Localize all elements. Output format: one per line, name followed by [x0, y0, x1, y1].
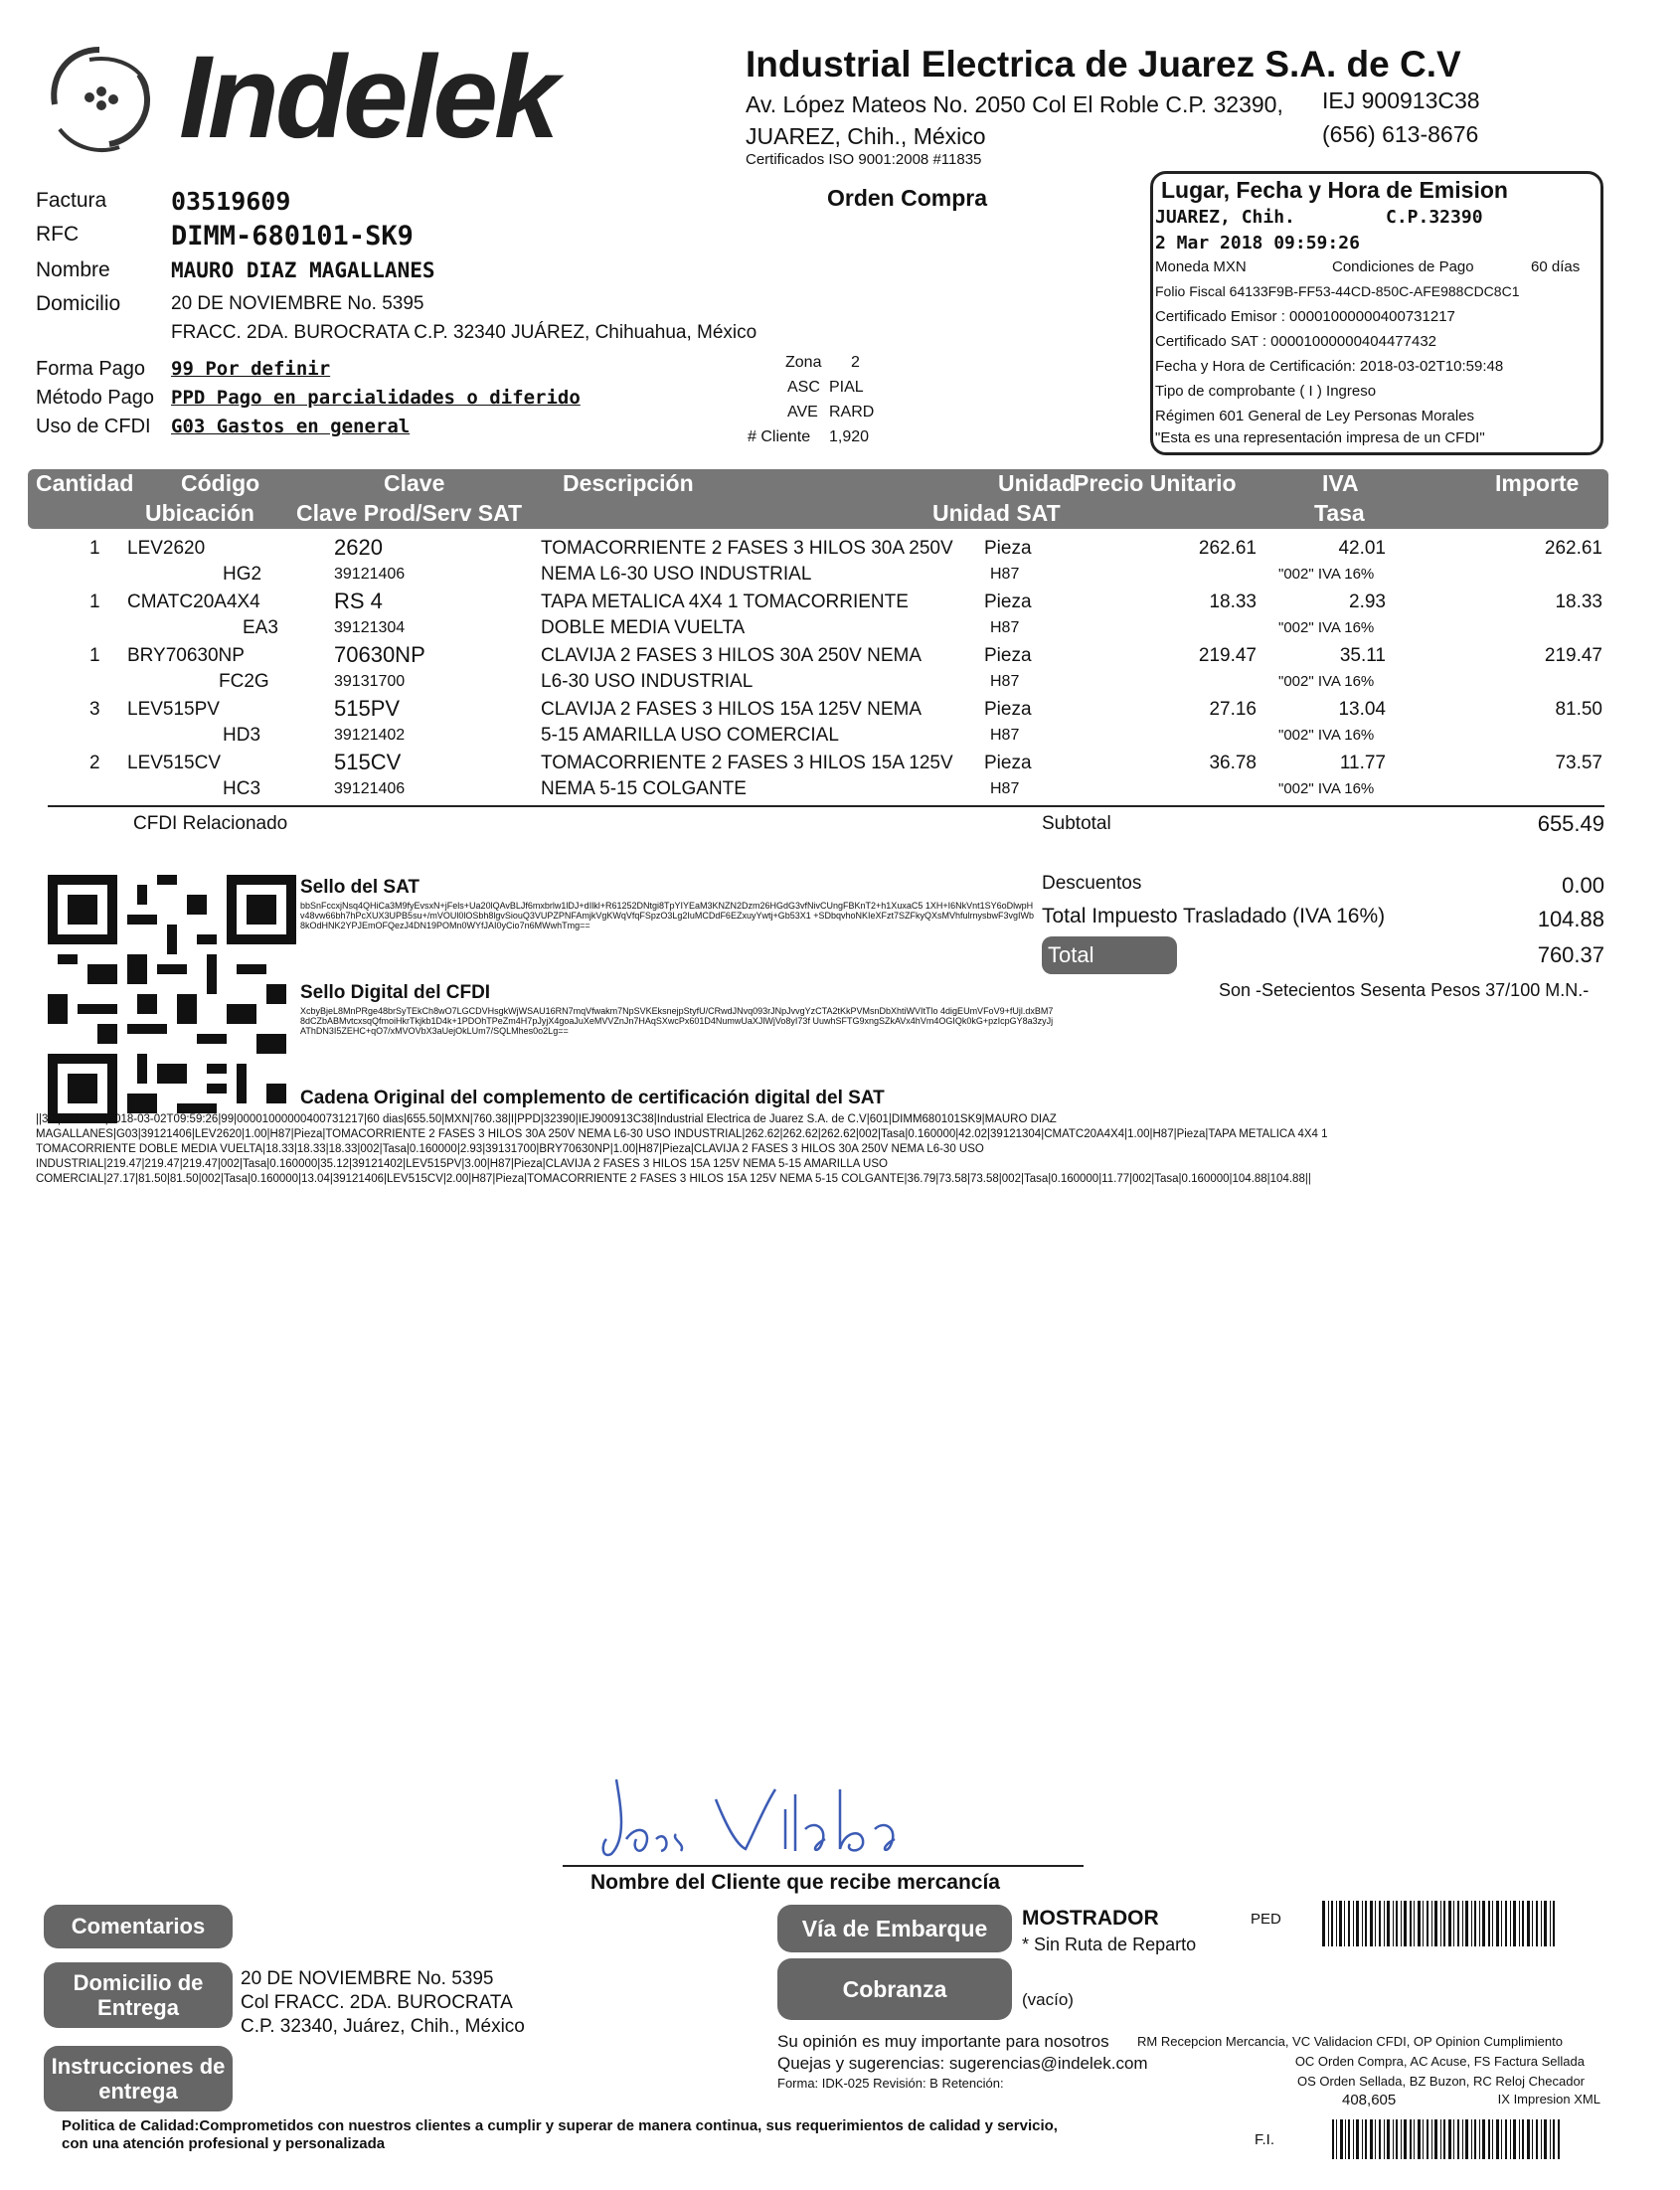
table-row [0, 644, 1680, 698]
row-importe: 219.47 [1544, 645, 1602, 666]
row-tasa: "002" IVA 16% [1278, 727, 1375, 744]
subtotal-value: 655.49 [1537, 811, 1604, 836]
table-row [0, 537, 1680, 590]
row-clave: 515PV [334, 696, 401, 721]
row-desc-1: CLAVIJA 2 FASES 3 HILOS 15A 125V NEMA [541, 699, 923, 720]
legend-line-3: OS Orden Sellada, BZ Buzon, RC Reloj Checador [1296, 2074, 1585, 2089]
entrega-line-1: 20 DE NOVIEMBRE No. 5395 [241, 1968, 494, 1989]
row-desc-2: NEMA L6-30 USO INDUSTRIAL [541, 564, 812, 585]
fi-label: F.I. [1255, 2131, 1275, 2148]
emision-regimen: Régimen 601 General de Ley Personas Morales [1155, 408, 1475, 424]
row-iva: 11.77 [1339, 753, 1386, 773]
row-code: LEV2620 [127, 538, 206, 559]
row-clave-sat: 39121402 [334, 727, 406, 744]
cliente-value: 1,920 [829, 428, 870, 445]
rfc-value: DIMM-680101-SK9 [171, 221, 414, 252]
emision-cp: C.P.32390 [1386, 207, 1483, 228]
row-tasa: "002" IVA 16% [1278, 619, 1375, 636]
signature-label: Nombre del Cliente que recibe mercancía [590, 1871, 1000, 1894]
cadena-line-3: TOMACORRIENTE DOBLE MEDIA VUELTA|18.33|18.33|18.33|002|Tasa|0.160000|2.93|39131700|BRY70630NP|1.00|H87|Pieza|CLAVIJA 2 FASES 3 HILOS 30A 250V NEMA L6-30 USO [36, 1143, 984, 1155]
row-code: BRY70630NP [127, 645, 245, 666]
row-tasa: "002" IVA 16% [1278, 566, 1375, 583]
row-desc-2: L6-30 USO INDUSTRIAL [541, 671, 754, 692]
ped-label: PED [1251, 1911, 1281, 1928]
emision-title: Lugar, Fecha y Hora de Emision [1161, 177, 1508, 203]
cobranza-value: (vacío) [1022, 1990, 1074, 2009]
emision-moneda: Moneda MXN [1155, 258, 1247, 275]
metodo-pago-label: Método Pago [36, 387, 154, 409]
company-cert: Certificados ISO 9001:2008 #11835 [746, 151, 982, 168]
asc-label: ASC [787, 379, 820, 396]
row-price: 36.78 [1209, 753, 1257, 773]
row-desc-2: NEMA 5-15 COLGANTE [541, 778, 747, 799]
sello-cfdi-text: XcbyBjeL8MnPRge48brSyTEkCh8wO7LGCDVHsgkWjWSAU16RN7mqVfwakm7NpSVKEksnejpStyfU/CRwdJNvq093rJNpJvvgYzCTA2tKkPVMsnDbXhtiWVItTlo 4digEUmVFoV9+fUjl.dxBM78dCZbABMvtcxsqQfmoiHkrTkjkb1D4k+1PDOhTPeZm4H7pJyjX4goaJuXeMVVZnJn7HAqSXwcPx601D4NumwUaXJlWjVo8yI73f UuwhSFTG9xngSZkAVx4hVm4OGIQk0kG+pzIcpGY8a3zyJjAThDN3I5ZEHC+qO7/xMVOVbX3aUejOkLUm7/SQLMhes0o2Lg== [300, 1006, 1054, 1036]
legend-line-1: RM Recepcion Mercancia, VC Validacion CFDI, OP Opinion Cumplimiento [1137, 2034, 1563, 2049]
uso-cfdi-value: G03 Gastos en general [171, 416, 411, 437]
row-unit: Pieza [984, 538, 1032, 559]
row-code: LEV515PV [127, 699, 220, 720]
subtotal-label: Subtotal [1042, 813, 1111, 834]
header-unidad: Unidad [998, 470, 1076, 496]
row-desc-1: CLAVIJA 2 FASES 3 HILOS 30A 250V NEMA [541, 645, 923, 666]
emision-folio: Folio Fiscal 64133F9B-FF53-44CD-850C-AFE988CDC8C1 [1155, 283, 1520, 299]
table-bottom-rule [48, 805, 1604, 807]
asc-value: PIAL [829, 379, 864, 396]
entrega-line-2: Col FRACC. 2DA. BUROCRATA [241, 1992, 513, 2013]
row-unit-sat: H87 [990, 673, 1020, 690]
cadena-title: Cadena Original del complemento de certificación digital del SAT [300, 1088, 885, 1108]
row-clave-sat: 39131700 [334, 673, 406, 690]
header-tasa: Tasa [1314, 500, 1365, 526]
logo [30, 30, 646, 179]
row-desc-1: TOMACORRIENTE 2 FASES 3 HILOS 15A 125V [541, 753, 953, 773]
row-price: 18.33 [1209, 591, 1257, 612]
mostrador-value: MOSTRADOR [1022, 1907, 1159, 1930]
row-importe: 18.33 [1555, 591, 1602, 612]
sello-sat-text: bbSnFccxjNsq4QHiCa3M9fyEvsxN+jFels+Ua20lQAvBLJf6mxbrlw1lDJ+dIlkl+R61252DNtgi8TpYIYEaM3KNZN2Dzm26HGdG3vfNivCUngFBKnT2+h1XuxaC5 1XH+I6NkVnt1SY6oDlwpHv48vw66bh7hPcXUX3UPB5su+/mVOUl0lOSbh8lgvSiouQ3VUPZPNFAmjkVgKWqVfqFSpzO3Lg2IuMCDdF6EZxuyYwtj+Gb53X1 +SDbqvhoNKIeXFzt7SZFkyQXsMVhfulrnysbwF3vgIWb8kOdHNK2YPJEmOFQezJ4DN19POMn0WYfJAI0yCio7n6MWwhTmg== [300, 901, 1035, 930]
row-importe: 73.57 [1555, 753, 1602, 773]
header-clave-sat: Clave Prod/Serv SAT [296, 500, 523, 526]
opinion-text: Su opinión es muy importante para nosotros [777, 2032, 1109, 2051]
comentarios-label: Comentarios [44, 1905, 233, 1948]
row-clave-sat: 39121406 [334, 566, 406, 583]
descuentos-label: Descuentos [1042, 873, 1142, 894]
nombre-label: Nombre [36, 258, 110, 281]
row-loc: HD3 [223, 725, 261, 746]
customer-signature [596, 1769, 934, 1869]
qr-code [48, 875, 296, 1123]
orden-compra-label: Orden Compra [827, 185, 988, 211]
company-name: Industrial Electrica de Juarez S.A. de C.V [746, 44, 1461, 84]
header-codigo: Código [181, 470, 260, 496]
legend-line-4: IX Impresion XML [1497, 2092, 1600, 2106]
ave-label: AVE [787, 404, 818, 421]
row-price: 262.61 [1198, 538, 1257, 559]
politica-line-1: Politica de Calidad:Comprometidos con nuestros clientes a cumplir y superar de manera continua, sus requerimientos de calidad y servicio, [62, 2117, 1058, 2134]
factura-label: Factura [36, 189, 107, 212]
barcode-bottom [1332, 2119, 1561, 2159]
emision-cert-sat: Certificado SAT : 00001000000404477432 [1155, 333, 1437, 350]
row-unit: Pieza [984, 645, 1032, 666]
row-unit-sat: H87 [990, 566, 1020, 583]
row-qty: 1 [89, 645, 100, 666]
zona-label: Zona [785, 354, 822, 371]
header-clave: Clave [384, 470, 445, 496]
impuesto-value: 104.88 [1537, 907, 1604, 931]
row-qty: 2 [89, 753, 100, 773]
row-unit-sat: H87 [990, 780, 1020, 797]
row-importe: 81.50 [1555, 699, 1602, 720]
row-tasa: "002" IVA 16% [1278, 673, 1375, 690]
company-address-1: Av. López Mateos No. 2050 Col El Roble C.P. 32390, [746, 91, 1283, 117]
emision-tipo: Tipo de comprobante ( I ) Ingreso [1155, 383, 1377, 400]
doc-number: 408,605 [1342, 2092, 1397, 2108]
zona-value: 2 [851, 354, 860, 371]
barcode-top [1322, 1901, 1555, 1946]
row-price: 219.47 [1198, 645, 1257, 666]
signature-text [596, 1779, 602, 1780]
header-iva: IVA [1322, 470, 1359, 496]
header-importe: Importe [1495, 470, 1580, 496]
row-loc: FC2G [219, 671, 269, 692]
entrega-line-3: C.P. 32340, Juárez, Chih., México [241, 2016, 525, 2037]
row-qty: 3 [89, 699, 100, 720]
row-desc-1: TAPA METALICA 4X4 1 TOMACORRIENTE [541, 591, 909, 612]
sello-cfdi-title: Sello Digital del CFDI [300, 982, 491, 1003]
logo-swirl-icon [30, 30, 169, 169]
row-iva: 2.93 [1349, 591, 1386, 612]
row-clave-sat: 39121406 [334, 780, 406, 797]
total-letra: Son -Setecientos Sesenta Pesos 37/100 M.N.- [1219, 980, 1590, 1000]
row-loc: EA3 [243, 617, 278, 638]
row-iva: 35.11 [1339, 645, 1386, 666]
row-qty: 1 [89, 591, 100, 612]
domicilio-line-2: FRACC. 2DA. BUROCRATA C.P. 32340 JUÁREZ, Chihuahua, México [171, 322, 757, 343]
row-iva: 13.04 [1338, 699, 1386, 720]
cadena-line-4: INDUSTRIAL|219.47|219.47|219.47|002|Tasa|0.160000|35.12|39121402|LEV515PV|3.00|H87|Pieza|CLAVIJA 2 FASES 3 HILOS 15A 125V NEMA 5-15 AMARILLA USO [36, 1158, 888, 1170]
emision-fecha-cert: Fecha y Hora de Certificación: 2018-03-02T10:59:48 [1155, 358, 1504, 375]
cobranza-label: Cobranza [777, 1958, 1012, 2020]
header-precio: Precio Unitario [1074, 470, 1237, 496]
cadena-line-1: ||3.3|3519609|2018-03-02T09:59:26|99|00001000000400731217|60 dias|655.50|MXN|760.38|I|PPD|32390|IEJ900913C38|Industrial Electrica de Juarez S.A. de C.V|601|DIMM680101SK9|MAURO DIAZ [36, 1113, 1057, 1125]
sello-sat-title: Sello del SAT [300, 877, 420, 898]
header-descripcion: Descripción [563, 470, 694, 496]
descuentos-value: 0.00 [1562, 873, 1604, 898]
domicilio-label: Domicilio [36, 292, 121, 315]
header-ubicacion: Ubicación [145, 500, 254, 526]
instrucciones-label: Instrucciones de entrega [44, 2046, 233, 2111]
row-unit-sat: H87 [990, 727, 1020, 744]
emision-lugar: JUAREZ, Chih. [1155, 207, 1295, 228]
company-phone: (656) 613-8676 [1322, 121, 1479, 147]
impuesto-label: Total Impuesto Trasladado (IVA 16%) [1042, 905, 1386, 927]
forma-text: Forma: IDK-025 Revisión: B Retención: [777, 2076, 1004, 2091]
row-clave-sat: 39121304 [334, 619, 406, 636]
table-header-bar [28, 469, 1608, 529]
row-clave: RS 4 [334, 589, 383, 613]
header-unidad-sat: Unidad SAT [932, 500, 1061, 526]
total-value: 760.37 [1537, 942, 1604, 967]
cadena-line-5: COMERCIAL|27.17|81.50|81.50|002|Tasa|0.160000|13.04|39121406|LEV515CV|2.00|H87|Pieza|TOMACORRIENTE 2 FASES 3 HILOS 15A 125V NEMA 5-15 COLGANTE|36.79|73.58|73.58|002|Tasa|0.160000|11.77|002|Tasa|0.160000|104.88|104.88|| [36, 1173, 1311, 1185]
total-label: Total [1042, 936, 1177, 974]
row-price: 27.16 [1209, 699, 1257, 720]
row-unit: Pieza [984, 753, 1032, 773]
ave-value: RARD [829, 404, 875, 421]
row-unit-sat: H87 [990, 619, 1020, 636]
row-clave: 515CV [334, 750, 402, 774]
nombre-value: MAURO DIAZ MAGALLANES [171, 258, 435, 282]
legend-line-2: OC Orden Compra, AC Acuse, FS Factura Sellada [1294, 2054, 1585, 2069]
metodo-pago-value: PPD Pago en parcialidades o diferido [171, 387, 581, 409]
forma-pago-value: 99 Por definir [171, 358, 331, 380]
ruta-value: * Sin Ruta de Reparto [1022, 1935, 1197, 1954]
emision-dias: 60 días [1531, 258, 1581, 275]
emision-fecha: 2 Mar 2018 09:59:26 [1155, 233, 1360, 253]
row-unit: Pieza [984, 591, 1032, 612]
uso-cfdi-label: Uso de CFDI [36, 416, 151, 437]
rfc-label: RFC [36, 223, 80, 246]
emision-leyenda: "Esta es una representación impresa de un CFDI" [1155, 429, 1485, 446]
factura-number: 03519609 [171, 187, 291, 216]
row-loc: HG2 [223, 564, 262, 585]
row-loc: HC3 [223, 778, 261, 799]
table-row [0, 752, 1680, 805]
table-row [0, 590, 1680, 644]
row-qty: 1 [89, 538, 100, 559]
row-tasa: "002" IVA 16% [1278, 780, 1375, 797]
row-importe: 262.61 [1544, 538, 1602, 559]
row-code: CMATC20A4X4 [127, 591, 260, 612]
quejas-text: Quejas y sugerencias: sugerencias@indelek.com [777, 2054, 1148, 2073]
header-cantidad: Cantidad [36, 470, 134, 496]
row-iva: 42.01 [1338, 538, 1386, 559]
row-clave: 2620 [334, 535, 383, 560]
row-desc-1: TOMACORRIENTE 2 FASES 3 HILOS 30A 250V [541, 538, 953, 559]
signature-rule [563, 1865, 1084, 1867]
emision-cert-emisor: Certificado Emisor : 00001000000400731217 [1155, 308, 1455, 325]
cfdi-relacionado: CFDI Relacionado [133, 813, 288, 834]
via-embarque-label: Vía de Embarque [777, 1905, 1012, 1952]
row-desc-2: 5-15 AMARILLA USO COMERCIAL [541, 725, 839, 746]
table-row [0, 698, 1680, 752]
row-desc-2: DOBLE MEDIA VUELTA [541, 617, 746, 638]
politica-line-2: con una atención profesional y personalizada [62, 2135, 386, 2152]
emision-condiciones: Condiciones de Pago [1332, 258, 1474, 275]
company-address-2: JUAREZ, Chih., México [746, 123, 986, 149]
logo-text: Indelek [179, 32, 556, 163]
row-code: LEV515CV [127, 753, 222, 773]
domicilio-line-1: 20 DE NOVIEMBRE No. 5395 [171, 293, 424, 314]
cadena-line-2: MAGALLANES|G03|39121406|LEV2620|1.00|H87|Pieza|TOMACORRIENTE 2 FASES 3 HILOS 30A 250V NEMA L6-30 USO INDUSTRIAL|262.62|262.62|262.62|002|Tasa|0.160000|42.02|39121304|CMATC20A4X4|1.00|H87|Pieza|TAPA METALICA 4X4 1 [36, 1128, 1328, 1140]
forma-pago-label: Forma Pago [36, 358, 146, 380]
company-rfc: IEJ 900913C38 [1322, 87, 1480, 113]
domicilio-entrega-label: Domicilio de Entrega [44, 1962, 233, 2028]
row-unit: Pieza [984, 699, 1032, 720]
row-clave: 70630NP [334, 642, 425, 667]
cliente-label: # Cliente [748, 428, 811, 445]
